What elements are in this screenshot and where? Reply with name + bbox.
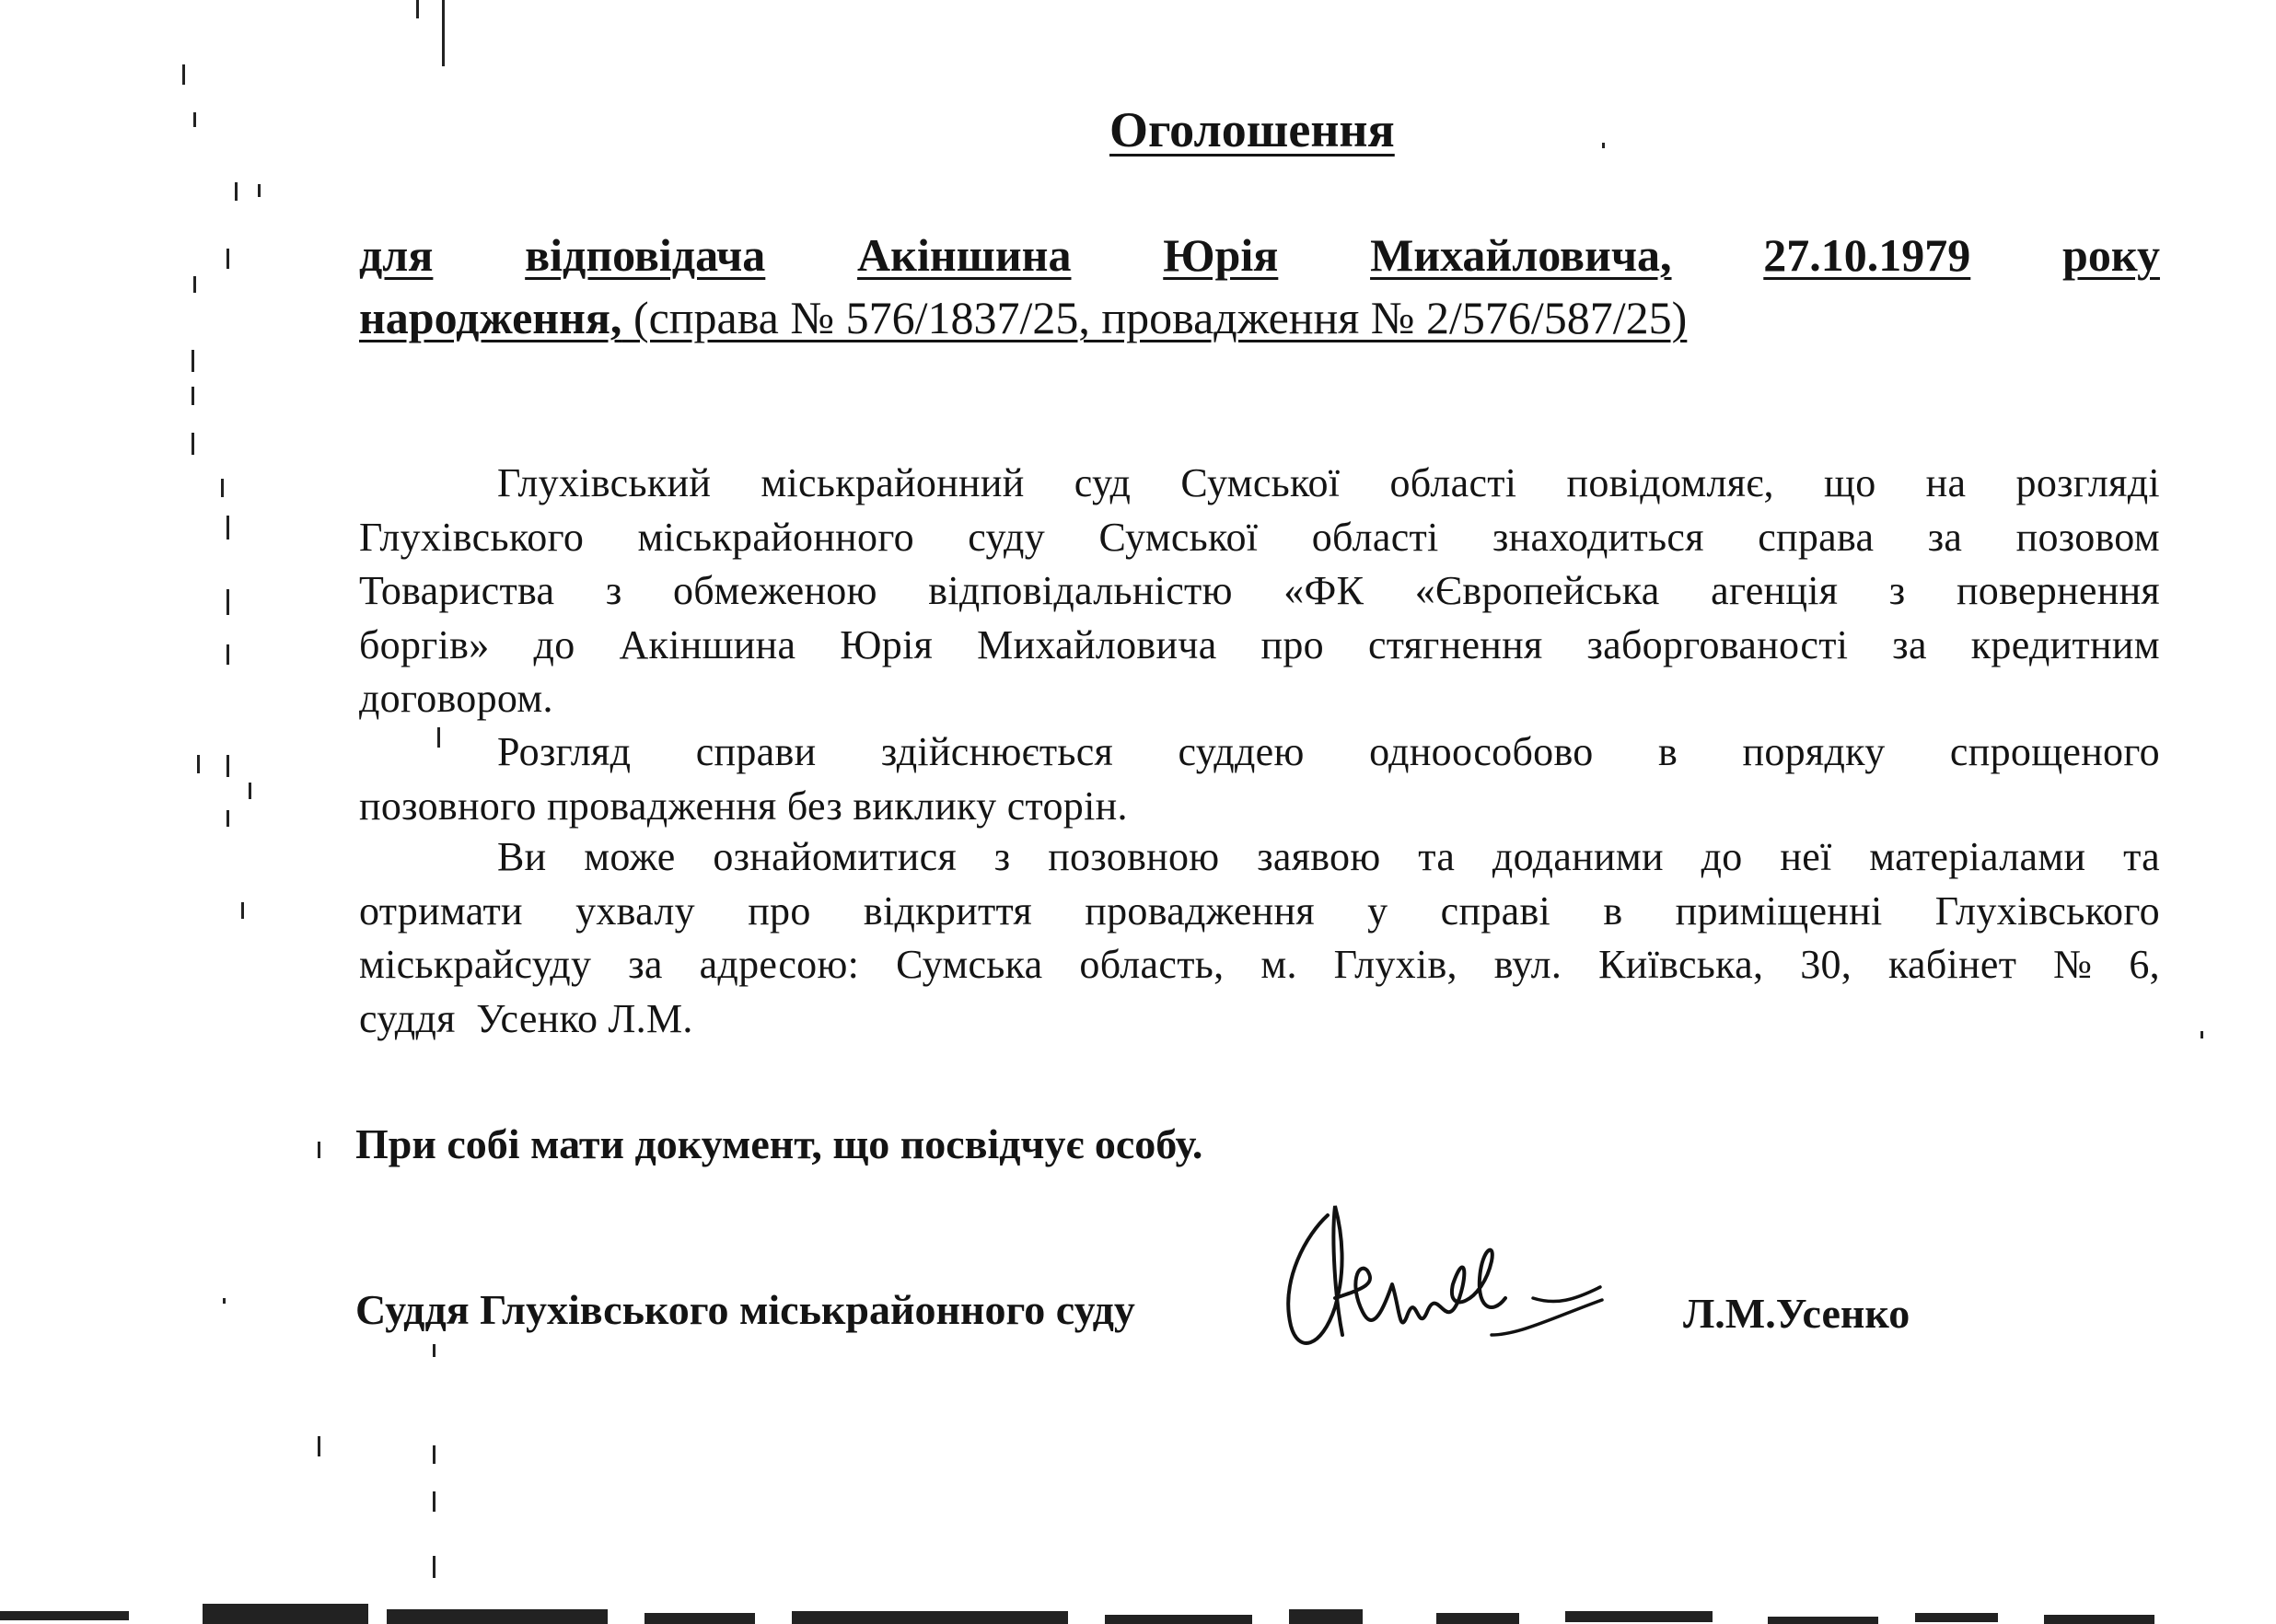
paragraph-line [359,885,2160,939]
addressee-word: року [2062,229,2160,281]
word: агенція [1711,568,1839,613]
word: спрощеного [1949,729,2160,774]
word: 6, [2129,942,2160,987]
word: «ФК [1283,568,1364,613]
paragraph-last-line: суддя Усенко Л.М. [359,995,693,1041]
id-document-note: При собі мати документ, що посвідчує особу. [355,1120,1203,1167]
addressee-word: Юрія [1163,229,1279,281]
word: суду [968,514,1046,560]
document-title: Оголошення [1109,102,1395,157]
word: з [1888,568,1906,613]
paragraph-line [359,564,2160,619]
paragraph-materials [359,830,2160,1046]
word: область, [1079,942,1225,987]
word: відповідальністю [928,568,1233,613]
word: здійснюється [880,729,1114,774]
judge-signature [1271,1197,1620,1372]
word: повідомляє, [1566,460,1774,505]
judge-name: Л.М.Усенко [1683,1290,1910,1337]
word: порядку [1742,729,1886,774]
word: м. [1260,942,1297,987]
paragraph-line [359,992,2160,1047]
word: Сумської [1098,514,1259,560]
judge-title: Суддя Глухівського міськрайонного суду [355,1286,1135,1333]
word: суд [1074,460,1132,505]
word: в [1603,887,1623,934]
addressee-word: для [359,229,434,281]
word: у [1367,887,1388,934]
addressee-word: Акіншина [857,229,1072,281]
word: Глухівського [359,514,585,560]
addressee-line-2 [359,287,2160,348]
word: Глухівського [1934,887,2160,934]
word: з [605,568,622,613]
word: до [533,621,575,667]
word: № [2053,942,2093,987]
paragraph-line [359,938,2160,992]
word: в [1657,729,1678,774]
word: 30, [1800,942,1852,987]
word: кабінет [1888,942,2017,987]
paragraph-procedure [359,725,2160,833]
addressee-word: 27.10.1979 [1763,229,1971,281]
word: справі [1440,887,1551,934]
addressee-birth-label: народження, [359,292,622,343]
word: про [748,887,811,934]
word: стягнення [1367,621,1543,667]
word: за [1892,621,1927,667]
word: Товариства [359,568,555,613]
word: доданими [1492,834,1664,879]
word: провадження [1085,887,1315,934]
word: позовом [2015,514,2160,560]
case-numbers: (справа № 576/1837/25, провадження № 2/576/587/25) [621,292,1688,343]
word: боргів» [359,621,490,667]
word: знаходиться [1492,514,1704,560]
word: неї [1780,834,1832,879]
word: Глухівський [497,460,712,505]
word: одноособово [1369,729,1594,774]
word: отримати [359,887,523,934]
word: справи [695,729,817,774]
word: адресою: [699,942,860,987]
word: Сумська [896,942,1043,987]
word: Глухів, [1333,942,1457,987]
word: за [628,942,663,987]
paragraph-line [359,725,2160,780]
word: та [2123,834,2160,879]
word: Київська, [1598,942,1764,987]
paragraph-line [359,457,2160,511]
word: позовною [1048,834,1220,879]
word: з [993,834,1011,879]
word: кредитним [1970,621,2160,667]
word: справа [1758,514,1875,560]
word: повернення [1956,568,2160,613]
word: про [1260,621,1324,667]
word: Сумської [1180,460,1341,505]
word: заборгованості [1586,621,1849,667]
word: що [1824,460,1876,505]
word: міськрайонного [637,514,914,560]
word: матеріалами [1869,834,2086,879]
word: суддею [1178,729,1305,774]
word: та [1418,834,1456,879]
word: «Європейська [1414,568,1660,613]
word: за [1927,514,1963,560]
word: області [1389,460,1517,505]
word: може [584,834,676,879]
word: розгляді [2015,460,2160,505]
addressee-word: Михайловича, [1370,229,1672,281]
word: Ви [497,834,547,879]
word: приміщенні [1675,887,1883,934]
paragraph-line [359,672,2160,726]
word: обмеженою [672,568,877,613]
paragraph-notice [359,457,2160,726]
word: ухвалу [575,887,695,934]
paragraph-line [359,511,2160,565]
word: на [1925,460,1967,505]
word: Михайловича [977,621,1217,667]
word: Розгляд [497,729,632,774]
word: Юрія [840,621,934,667]
word: Акіншина [619,621,796,667]
word: області [1311,514,1439,560]
addressee-word: відповідача [525,229,766,281]
paragraph-line [359,619,2160,673]
paragraph-last-line: договором. [359,676,553,721]
paragraph-line [359,780,2160,834]
word: відкриття [863,887,1033,934]
word: міськрайсуду [359,942,592,987]
word: до [1701,834,1743,879]
word: ознайомитися [713,834,958,879]
paragraph-last-line: позовного провадження без виклику сторін. [359,783,1128,829]
word: міськрайонний [761,460,1025,505]
addressee-line-1 [359,225,2160,285]
word: вул. [1493,942,1562,987]
paragraph-line [359,830,2160,885]
word: заявою [1257,834,1381,879]
